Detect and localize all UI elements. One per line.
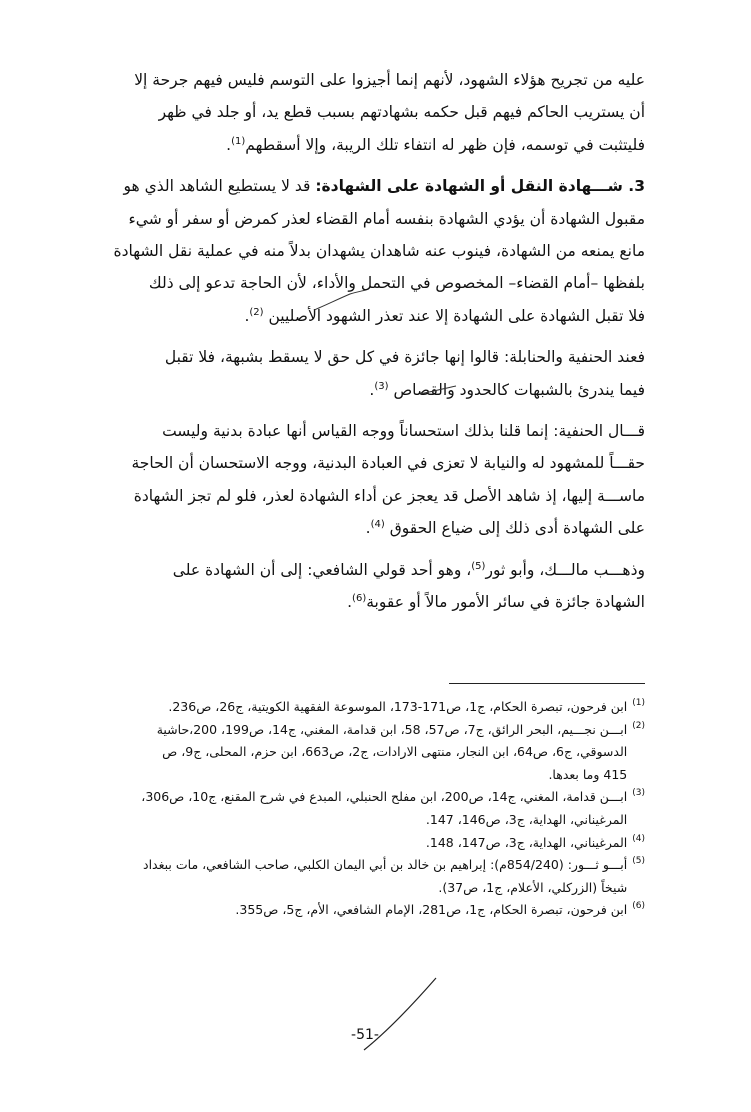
p1-line-3: فليتثبت في توسمه، فإن ظهر له انتفاء تلك الريبة، وإلا أسقطهم: [245, 135, 645, 154]
p5-end: .: [347, 593, 353, 612]
footnote-text: [97, 832, 627, 855]
main-text: [97, 64, 645, 619]
p2-line-4: بلفظها –أمام القضاء– المخصوص في التحمل والأداء، لأن الحاجة تدعو إلى ذلك: [148, 274, 645, 293]
footnote-5: [97, 854, 645, 899]
p4-end: .: [365, 519, 371, 538]
p2-line-1: قد لا يستطيع الشاهد الذي هو: [123, 177, 316, 196]
footnotes: [97, 696, 645, 922]
paragraph-3: [97, 341, 645, 406]
footnote-text: [97, 719, 627, 787]
footnote-number: (5): [632, 856, 645, 867]
p5-part-3: الشهادة جائزة في سائر الأمور مالاً أو عقوبة: [366, 593, 645, 612]
p3-line-1: فعند الحنفية والحنابلة: قالوا إنها جائزة في كل حق لا يسقط بشبهة، فلا تقبل: [164, 348, 645, 367]
footnote-ref-1: (1): [231, 135, 246, 147]
footnote-line: المرغيناني، الهداية، ج3، ص146، 147.: [425, 811, 628, 827]
p5-part-2: ، وهو أحد قولي الشافعي: إلى أن الشهادة على: [172, 560, 472, 579]
footnote-ref-6: (6): [352, 592, 367, 604]
footnote-ref-5: (5): [471, 560, 486, 572]
footnote-3: [97, 786, 645, 831]
footnote-text: [97, 899, 627, 922]
footnote-text: [97, 786, 627, 831]
footnote-ref-2: (2): [249, 306, 264, 318]
paragraph-1: [97, 64, 645, 161]
footnote-text: [97, 854, 627, 899]
footnote-number: (1): [632, 698, 645, 708]
section-heading: 3. شـــهادة النقل أو الشهادة على الشهادة:: [315, 177, 645, 196]
footnote-number: (2): [632, 720, 645, 731]
p2-end: .: [244, 306, 250, 325]
pen-scribble-mark: [310, 286, 370, 316]
p4-line-1: قـــال الحنفية: إنما قلنا بذلك استحساناً ووجه القياس أنها عبادة بدنية وليست: [162, 422, 645, 441]
footnote-line: ابـــن قدامة، المغني، ج14، ص200، ابن مفلح الحنبلي، المبدع في شرح المقنع، ج10، ص306،: [141, 789, 628, 805]
p1-line-1: عليه من تجريح هؤلاء الشهود، لأنهم إنما أجيزوا على التوسم فليس فيهم جرحة إلا: [134, 71, 645, 89]
footnote-line: الدسوقي، ج6، ص64، ابن النجار، منتهى الارادات، ج2، ص663، ابن حزم، المحلى، ج9، ص: [162, 744, 628, 760]
pen-scribble-mark: [418, 380, 458, 400]
footnote-line: المرغيناني، الهداية، ج3، ص147، 148.: [425, 834, 628, 850]
footnote-1: [97, 696, 645, 719]
footnote-line: أبـــو ثـــور: (854/240م): إبراهيم بن خالد بن أبي اليمان الكلبي، صاحب الشافعي، مات ببغداد: [143, 857, 628, 873]
footnote-text: [97, 696, 627, 719]
footnote-2: [97, 719, 645, 787]
footnote-6: [97, 899, 645, 922]
paragraph-2: [97, 170, 645, 332]
paragraph-5: [97, 554, 645, 619]
footnote-line: ابن فرحون، تبصرة الحكام، ج1، ص171-173، الموسوعة الفقهية الكويتية، ج26، ص236.: [168, 699, 628, 714]
p3-end: .: [369, 380, 375, 399]
footnote-divider: [449, 683, 645, 684]
footnote-4: [97, 832, 645, 855]
footnote-number: (6): [632, 901, 645, 912]
footnote-line: 415 وما بعدها.: [548, 766, 628, 782]
footnote-ref-3: (3): [374, 380, 389, 392]
footnote-number: (4): [632, 833, 645, 844]
p5-part-1: وذهـــب مالـــك، وأبو ثور: [485, 560, 645, 579]
footnote-line: ابـــن نجـــيم، البحر الرائق، ج7، ص57، 58، ابن قدامة، المغني، ج14، ص199، 200،حاشية: [156, 721, 628, 737]
p1-line-2: أن يستريب الحاكم فيهم قبل حكمه بشهادتهم بسبب قطع يد، أو جلد في ظهر: [158, 103, 645, 122]
page-number: -51-: [351, 1027, 379, 1043]
p2-line-3: مانع يمنعه من الشهادة، فينوب عنه شاهدان يشهدان بدلاً منه في عملية نقل الشهادة: [113, 242, 645, 261]
p3-line-2: فيما يندرئ بالشبهات كالحدود والقصاص: [388, 380, 645, 399]
footnote-line: ابن فرحون، تبصرة الحكام، ج1، ص281، الإمام الشافعي، الأم، ج5، ص355.: [235, 902, 628, 918]
footnote-number: (3): [632, 788, 645, 799]
footnote-line: شيخاً (الزركلي، الأعلام، ج1، ص37).: [438, 879, 628, 895]
p4-line-4: على الشهادة أدى ذلك إلى ضياع الحقوق: [384, 519, 645, 538]
p2-line-5: فلا تقبل الشهادة على الشهادة إلا عند تعذر الشهود الأصليين: [263, 306, 645, 325]
p2-line-2: مقبول الشهادة أن يؤدي الشهادة بنفسه أمام القضاء لعذر كمرض أو سفر أو شيء: [128, 209, 645, 228]
footnote-ref-4: (4): [370, 519, 385, 531]
p4-line-2: حقـــاً للمشهود له والنيابة لا تعزى في العبادة البدنية، ووجه الاستحسان أن الحاجة: [131, 454, 645, 473]
p1-end: .: [226, 135, 232, 154]
p4-line-3: ماســـة إليها، إذ شاهد الأصل قد يعجز عن أداء الشهادة لعذر، فلو لم تجز الشهادة: [133, 486, 645, 505]
paragraph-4: [97, 415, 645, 545]
